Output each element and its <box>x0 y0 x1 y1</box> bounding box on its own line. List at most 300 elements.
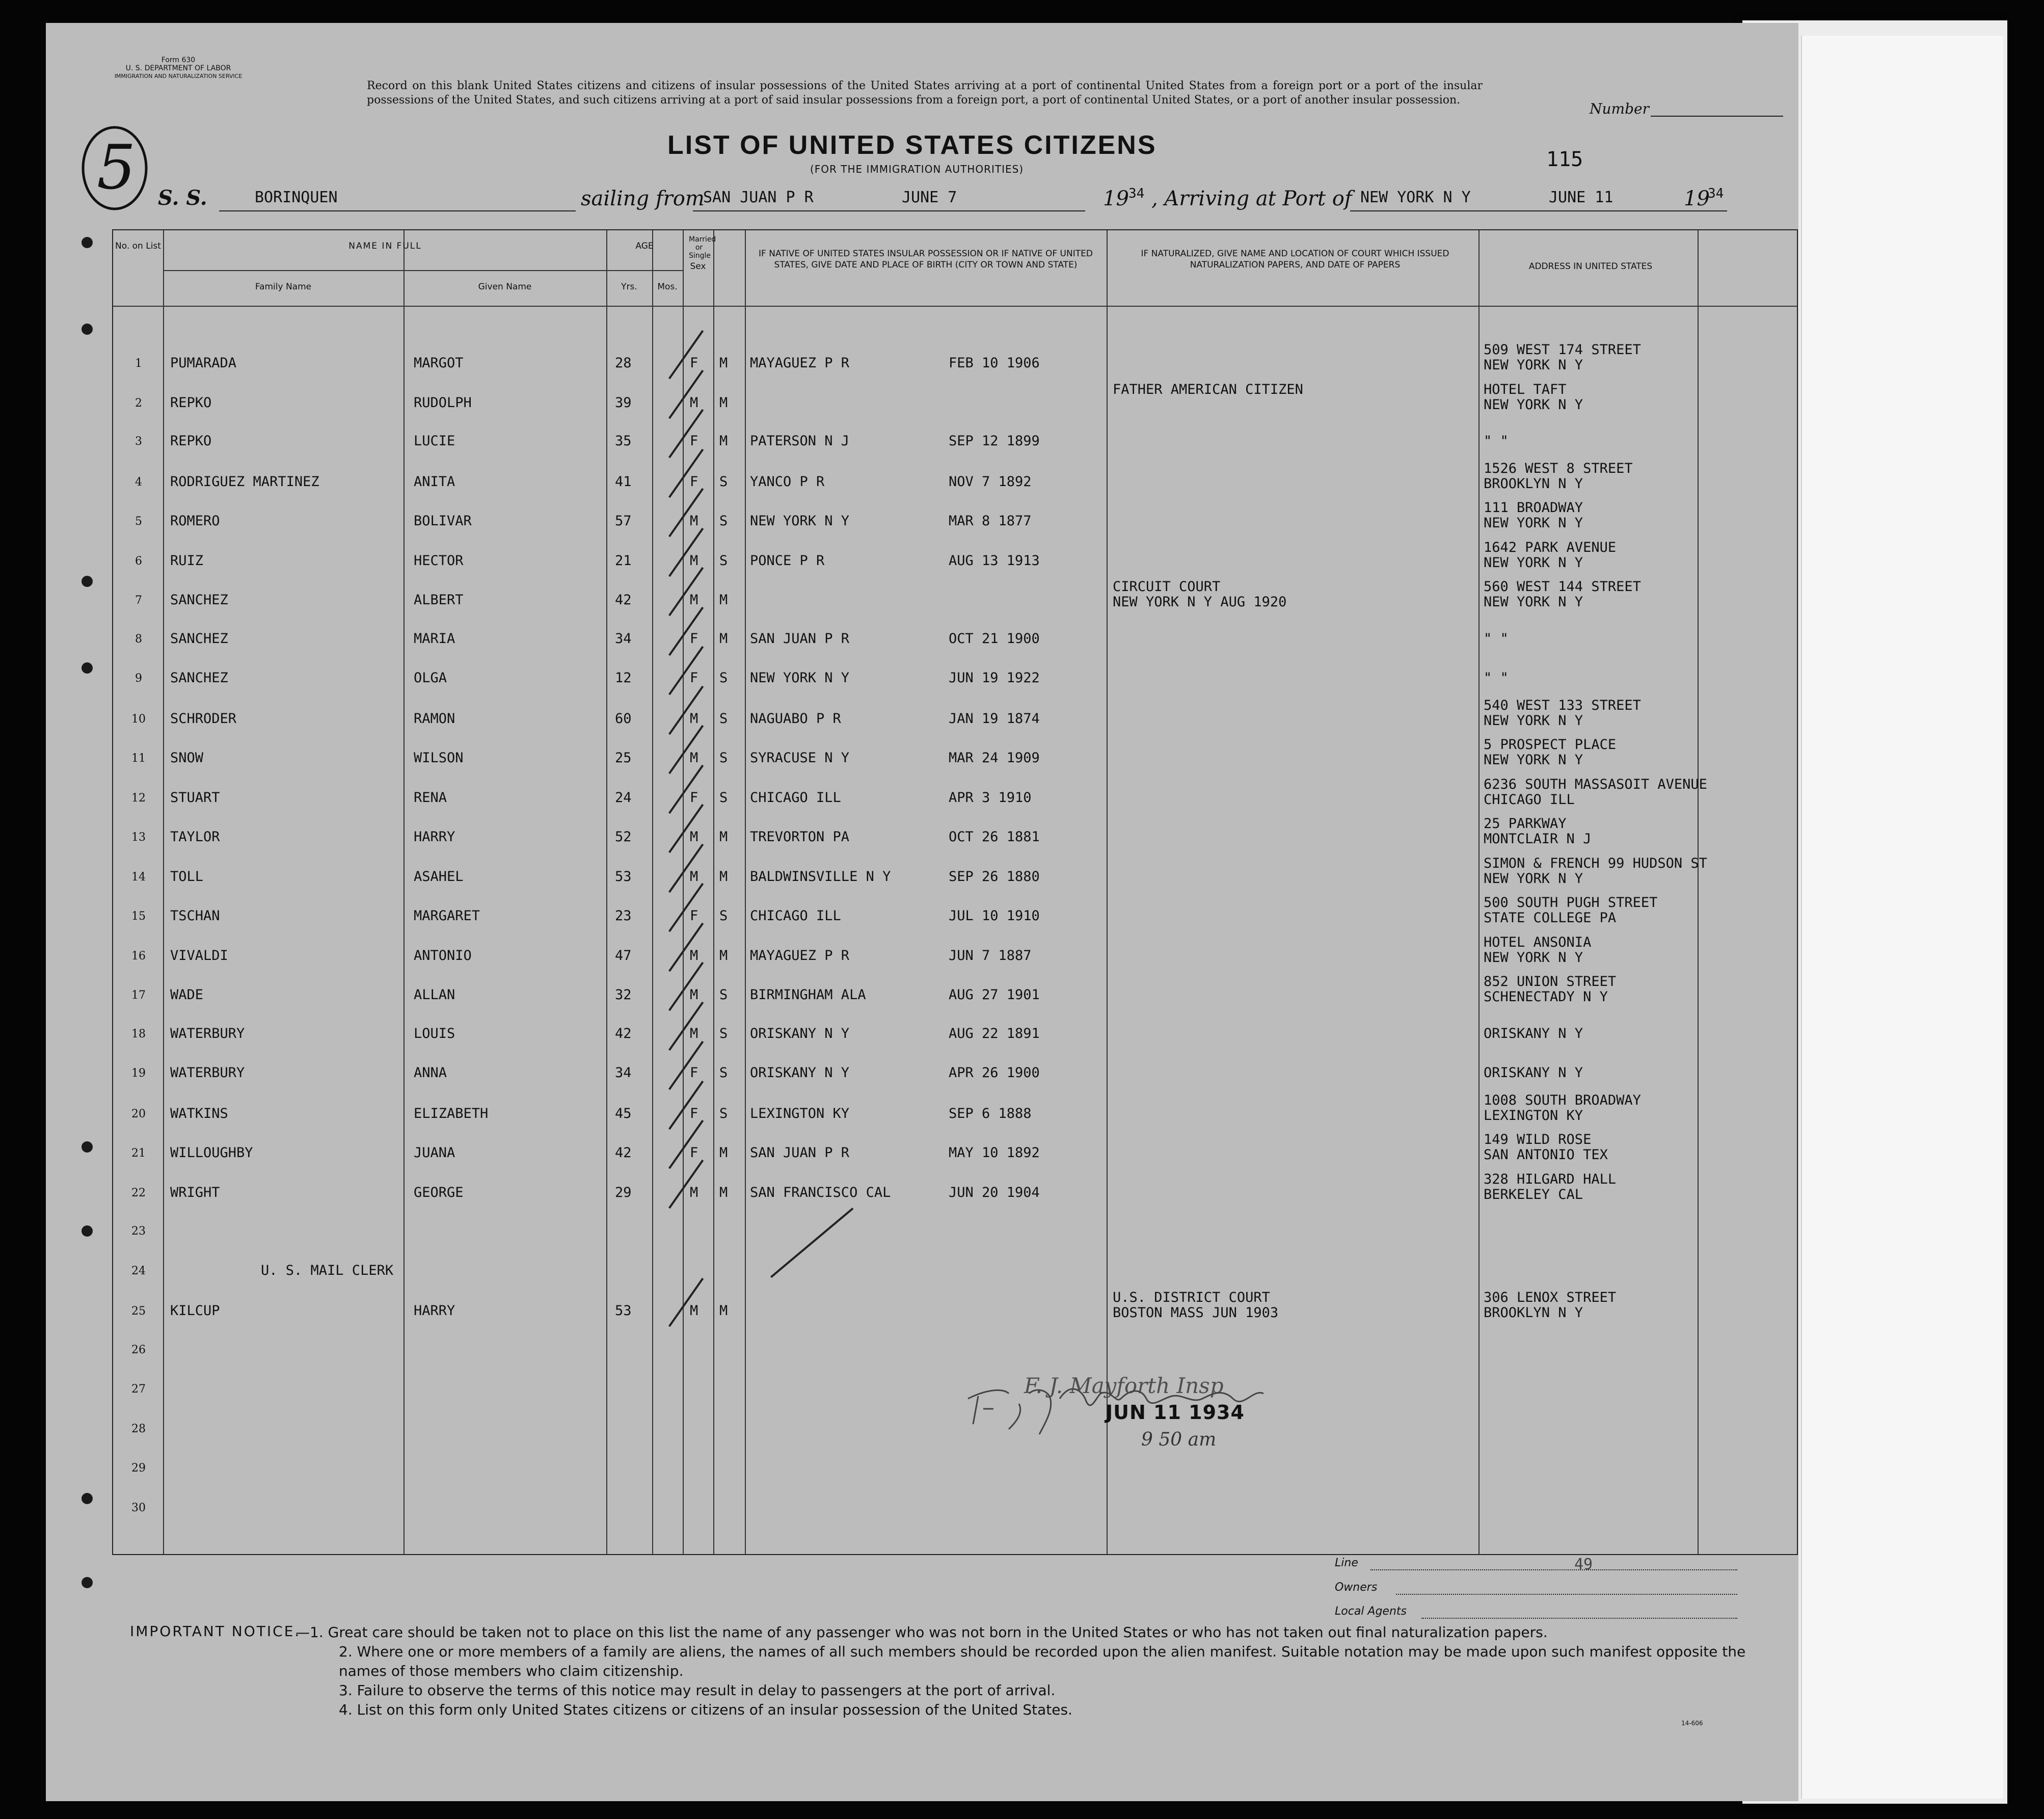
table-row <box>113 617 1797 656</box>
family-name: STUART <box>170 789 220 806</box>
address-line-2: LEXINGTON KY <box>1484 1107 1583 1124</box>
table-row <box>113 380 1797 419</box>
given-name: WILSON <box>414 750 464 766</box>
given-name: ANNA <box>414 1065 447 1081</box>
birth-place: PONCE P R <box>750 552 825 569</box>
address-line-1: SIMON & FRENCH 99 HUDSON ST <box>1484 855 1707 871</box>
sex: M <box>690 1025 698 1041</box>
marital-status: M <box>719 394 728 411</box>
owners-field <box>1396 1594 1737 1595</box>
binder-hole <box>82 324 93 335</box>
given-name: ASAHEL <box>414 868 464 885</box>
binder-hole <box>82 1493 93 1504</box>
address-line-2: SCHENECTADY N Y <box>1484 989 1608 1005</box>
birth-place: CHICAGO ILL <box>750 908 841 924</box>
marital-status: M <box>719 355 728 371</box>
local-agents-label: Local Agents <box>1335 1605 1407 1618</box>
form-number: Form 630 <box>161 56 196 64</box>
binder-hole <box>82 576 93 587</box>
naturalization-location-date: BOSTON MASS JUN 1903 <box>1113 1305 1279 1321</box>
address-line-2: NEW YORK N Y <box>1484 752 1583 768</box>
address-line-2: NEW YORK N Y <box>1484 949 1583 966</box>
address-line-2: NEW YORK N Y <box>1484 554 1583 571</box>
address-line-2: NEW YORK N Y <box>1484 515 1583 531</box>
address-line-2: NEW YORK N Y <box>1484 357 1583 373</box>
age-years: 42 <box>615 1025 632 1041</box>
important-notice-heading: IMPORTANT NOTICE. <box>130 1623 301 1640</box>
table-row <box>113 498 1797 538</box>
age-years: 12 <box>615 670 632 686</box>
sex: M <box>690 1184 698 1200</box>
binder-hole <box>82 1577 93 1588</box>
address-line-2: CHICAGO ILL <box>1484 791 1575 808</box>
table-row <box>113 1090 1797 1130</box>
service-name: IMMIGRATION AND NATURALIZATION SERVICE <box>114 73 243 79</box>
sex: M <box>690 710 698 727</box>
row-number: 14 <box>131 870 146 884</box>
sex: M <box>690 868 698 885</box>
row-number: 10 <box>131 712 146 726</box>
marital-status: S <box>719 1105 728 1121</box>
birth-date: FEB 10 1906 <box>949 355 1040 371</box>
birth-date: AUG 22 1891 <box>949 1025 1040 1041</box>
arrival-date: JUNE 11 <box>1549 189 1613 206</box>
birth-date: OCT 26 1881 <box>949 829 1040 845</box>
table-row <box>113 1367 1797 1406</box>
row-number: 12 <box>131 791 146 805</box>
address-line-1: 500 SOUTH PUGH STREET <box>1484 895 1658 911</box>
birth-date: JAN 19 1874 <box>949 710 1040 727</box>
from-line <box>693 210 1085 211</box>
marital-status: S <box>719 750 728 766</box>
line-label: Line <box>1335 1557 1358 1569</box>
number-label: Number <box>1590 100 1649 117</box>
family-name: WATERBURY <box>170 1065 245 1081</box>
birth-date: MAR 8 1877 <box>949 513 1032 529</box>
sailing-label: sailing from <box>581 187 705 210</box>
birth-place: BALDWINSVILLE N Y <box>750 868 891 885</box>
table-row <box>113 1406 1797 1446</box>
age-years: 34 <box>615 630 632 647</box>
family-name: ROMERO <box>170 513 220 529</box>
row-number: 7 <box>135 594 142 607</box>
sex: M <box>690 987 698 1003</box>
birth-date: JUN 19 1922 <box>949 670 1040 686</box>
age-years: 42 <box>615 592 632 608</box>
address-line-1: 149 WILD ROSE <box>1484 1132 1592 1147</box>
table-row <box>113 1288 1797 1327</box>
given-name: BOLIVAR <box>414 513 472 529</box>
marital-status: M <box>719 1303 728 1319</box>
manifest-page <box>46 23 1798 1801</box>
binder-hole <box>82 237 93 248</box>
table-row <box>113 735 1797 774</box>
binder-hole <box>82 1225 93 1237</box>
table-row <box>113 1011 1797 1051</box>
table-row <box>113 774 1797 814</box>
binder-hole <box>82 1141 93 1153</box>
family-name: WILLOUGHBY <box>170 1145 253 1161</box>
arriving-label: , Arriving at Port of <box>1151 187 1352 210</box>
ss-label: S. S. <box>158 186 207 210</box>
birth-place: YANCO P R <box>750 473 825 490</box>
age-years: 32 <box>615 987 632 1003</box>
address-line-1: 328 HILGARD HALL <box>1484 1171 1617 1187</box>
sex: M <box>690 750 698 766</box>
address-line-1: ORISKANY N Y <box>1484 1025 1583 1041</box>
birth-date: AUG 13 1913 <box>949 552 1040 569</box>
arrival-port: NEW YORK N Y <box>1360 189 1471 206</box>
sex: F <box>690 1065 698 1081</box>
birth-place: ORISKANY N Y <box>750 1025 850 1041</box>
header-naturalized: IF NATURALIZED, GIVE NAME AND LOCATION OF COURT WHICH ISSUED NATURALIZATION PAPERS, AND DATE OF PAPERS <box>1141 249 1449 270</box>
age-years: 25 <box>615 750 632 766</box>
given-name: ALLAN <box>414 987 455 1003</box>
row-number: 4 <box>135 475 142 489</box>
table-row <box>113 1327 1797 1367</box>
family-name: SNOW <box>170 750 204 766</box>
passenger-table <box>112 229 1798 1555</box>
given-name: MARGARET <box>414 908 480 924</box>
birth-place: ORISKANY N Y <box>750 1065 850 1081</box>
header-family-name: Family Name <box>255 282 312 292</box>
address-line-2: BERKELEY CAL <box>1484 1186 1583 1202</box>
family-name: TSCHAN <box>170 908 220 924</box>
row-number: 3 <box>135 435 142 448</box>
header-years: Yrs. <box>621 282 637 292</box>
address-line-1: " " <box>1484 433 1509 449</box>
age-years: 34 <box>615 1065 632 1081</box>
age-years: 39 <box>615 394 632 411</box>
given-name: ANTONIO <box>414 947 472 964</box>
age-years: 24 <box>615 789 632 806</box>
given-name: RUDOLPH <box>414 394 472 411</box>
marital-status: S <box>719 513 728 529</box>
form-code: 14-606 <box>1681 1720 1703 1727</box>
row-number: 16 <box>131 949 146 962</box>
sex: F <box>690 789 698 806</box>
header-months: Mos. <box>657 282 678 292</box>
page-number: 115 <box>1546 148 1583 171</box>
birth-date: MAR 24 1909 <box>949 750 1040 766</box>
row-number: 20 <box>131 1107 146 1120</box>
owners-label: Owners <box>1335 1581 1378 1594</box>
given-name: LOUIS <box>414 1025 455 1041</box>
birth-place: SAN JUAN P R <box>750 1145 850 1161</box>
family-name: VIVALDI <box>170 947 228 964</box>
header-birthplace: IF NATIVE OF UNITED STATES INSULAR POSSESSION OR IF NATIVE OF UNITED STATES, GIVE DATE AND PLACE OF BIRTH (CITY OR TOWN AND STATE) <box>759 249 1093 270</box>
address-line-2: NEW YORK N Y <box>1484 712 1583 729</box>
family-name: WATKINS <box>170 1105 228 1121</box>
birth-date: APR 3 1910 <box>949 789 1032 806</box>
marital-status: S <box>719 552 728 569</box>
birth-date: MAY 10 1892 <box>949 1145 1040 1161</box>
birth-place: PATERSON N J <box>750 433 850 449</box>
row-number: 21 <box>131 1147 146 1160</box>
age-years: 29 <box>615 1184 632 1200</box>
marital-status: S <box>719 1025 728 1041</box>
from-date: JUNE 7 <box>902 189 957 206</box>
row-number: 17 <box>131 989 146 1002</box>
given-name: JUANA <box>414 1145 455 1161</box>
address-line-1: 560 WEST 144 STREET <box>1484 579 1641 595</box>
row-number: 30 <box>131 1501 146 1514</box>
circled-number: 5 <box>97 132 136 203</box>
address-line-1: 6236 SOUTH MASSASOIT AVENUE <box>1484 776 1707 792</box>
address-line-1: 1642 PARK AVENUE <box>1484 539 1617 555</box>
given-name: ELIZABETH <box>414 1105 489 1121</box>
ship-name: BORINQUEN <box>255 189 338 206</box>
birth-place: TREVORTON PA <box>750 829 850 845</box>
table-row <box>113 853 1797 893</box>
sex: F <box>690 670 698 686</box>
birth-date: AUG 27 1901 <box>949 987 1040 1003</box>
birth-date: APR 26 1900 <box>949 1065 1040 1081</box>
age-subheader-line <box>606 270 683 271</box>
marital-status: M <box>719 433 728 449</box>
signature-text: F. J. Mayforth Insp <box>1024 1373 1224 1398</box>
given-name: LUCIE <box>414 433 455 449</box>
table-row <box>113 696 1797 735</box>
naturalization-location-date: NEW YORK N Y AUG 1920 <box>1113 594 1287 610</box>
birth-date: JUN 20 1904 <box>949 1184 1040 1200</box>
sex: F <box>690 433 698 449</box>
family-name: PUMARADA <box>170 355 237 371</box>
row-number: 6 <box>135 554 142 568</box>
address-line-1: 111 BROADWAY <box>1484 500 1583 516</box>
notice-list <box>295 1623 1773 1720</box>
table-row <box>113 932 1797 972</box>
marital-status: M <box>719 1145 728 1161</box>
marital-status: M <box>719 1184 728 1200</box>
header-sex: Sex <box>690 261 706 272</box>
form-identification <box>102 56 255 81</box>
family-name: RUIZ <box>170 552 204 569</box>
row-number: 22 <box>131 1186 146 1199</box>
marital-status: S <box>719 789 728 806</box>
table-row <box>113 1169 1797 1209</box>
marital-status: M <box>719 829 728 845</box>
table-row <box>113 340 1797 380</box>
age-years: 23 <box>615 908 632 924</box>
row-number: 28 <box>131 1422 146 1435</box>
address-line-1: 25 PARKWAY <box>1484 816 1567 832</box>
arrival-time-note: 9 50 am <box>1141 1429 1217 1450</box>
given-name: HARRY <box>414 1303 455 1319</box>
sex: F <box>690 908 698 924</box>
birth-date: SEP 6 1888 <box>949 1105 1032 1121</box>
marital-status: M <box>719 592 728 608</box>
age-years: 53 <box>615 1303 632 1319</box>
birth-date: JUL 10 1910 <box>949 908 1040 924</box>
given-name: RENA <box>414 789 447 806</box>
table-row <box>113 577 1797 617</box>
address-line-1: 540 WEST 133 STREET <box>1484 697 1641 713</box>
birth-date: NOV 7 1892 <box>949 473 1032 490</box>
local-agents-field <box>1421 1618 1737 1619</box>
table-row <box>113 1051 1797 1090</box>
family-name: SCHRODER <box>170 710 237 727</box>
address-line-1: " " <box>1484 630 1509 647</box>
table-row <box>113 1130 1797 1169</box>
marital-status: S <box>719 987 728 1003</box>
age-years: 53 <box>615 868 632 885</box>
table-row <box>113 1209 1797 1248</box>
birth-date: OCT 21 1900 <box>949 630 1040 647</box>
naturalization-court: CIRCUIT COURT <box>1113 579 1221 595</box>
address-line-1: HOTEL ANSONIA <box>1484 934 1592 950</box>
family-name: RODRIGUEZ MARTINEZ <box>170 473 319 490</box>
marital-status: S <box>719 670 728 686</box>
family-name: TOLL <box>170 868 204 885</box>
to-year-prefix: 19 <box>1684 187 1710 210</box>
address-line-1: " " <box>1484 670 1509 686</box>
form-preamble: Record on this blank United States citizens and citizens of insular possessions of the United States arriving at a port of continental United States from a foreign port or a port of the insular possessions of the United States, and such citizens arriving at a port of said insular possessions from a foreign port, a port of continental United States, or a port of another insular possession. <box>367 79 1483 106</box>
row-number: 1 <box>135 357 142 370</box>
family-name: KILCUP <box>170 1303 220 1319</box>
row-number: 15 <box>131 910 146 923</box>
from-year: 34 <box>1128 186 1145 201</box>
given-name: MARGOT <box>414 355 464 371</box>
address-line-1: 306 LENOX STREET <box>1484 1290 1617 1305</box>
notice-item: 4. List on this form only United States citizens or citizens of an insular possession of the United States. <box>339 1701 1072 1718</box>
ship-line <box>219 210 576 211</box>
marital-status: S <box>719 710 728 727</box>
marital-status: M <box>719 947 728 964</box>
name-subheader-line <box>163 270 607 271</box>
underlying-page-edge <box>1801 36 2003 1799</box>
birth-place: NAGUABO P R <box>750 710 841 727</box>
family-name: SANCHEZ <box>170 592 228 608</box>
row-number: 5 <box>135 515 142 528</box>
given-name: MARIA <box>414 630 455 647</box>
address-line-1: 852 UNION STREET <box>1484 974 1617 989</box>
birth-place: SAN JUAN P R <box>750 630 850 647</box>
birth-place: BIRMINGHAM ALA <box>750 987 866 1003</box>
arrival-date-stamp: JUN 11 1934 <box>1106 1401 1245 1424</box>
row-number: 8 <box>135 632 142 646</box>
family-name: WRIGHT <box>170 1184 220 1200</box>
page-title: LIST OF UNITED STATES CITIZENS <box>667 130 1157 160</box>
sex: M <box>690 513 698 529</box>
arrival-year: 34 <box>1708 186 1724 201</box>
family-name: WATERBURY <box>170 1025 245 1041</box>
address-line-2: NEW YORK N Y <box>1484 396 1583 413</box>
address-line-1: ORISKANY N Y <box>1484 1065 1583 1081</box>
table-row <box>113 893 1797 932</box>
given-name: ALBERT <box>414 592 464 608</box>
table-row <box>113 459 1797 498</box>
arrival-line <box>1350 210 1727 211</box>
sex: M <box>690 947 698 964</box>
naturalization-court: FATHER AMERICAN CITIZEN <box>1113 381 1303 397</box>
row-number: 2 <box>135 396 142 410</box>
notice-item: —1. Great care should be taken not to place on this list the name of any passenger who was not born in the United States or who has not taken out final naturalization papers. <box>295 1624 1548 1641</box>
birth-date: SEP 12 1899 <box>949 433 1040 449</box>
birth-place: NEW YORK N Y <box>750 513 850 529</box>
row-number: 29 <box>131 1462 146 1475</box>
family-name: TAYLOR <box>170 829 220 845</box>
age-years: 57 <box>615 513 632 529</box>
age-years: 41 <box>615 473 632 490</box>
sex: F <box>690 355 698 371</box>
sex: M <box>690 394 698 411</box>
address-line-2: MONTCLAIR N J <box>1484 831 1592 847</box>
row-number: 11 <box>131 752 146 765</box>
sex: M <box>690 829 698 845</box>
number-line <box>1651 116 1783 117</box>
age-years: 45 <box>615 1105 632 1121</box>
address-line-2: BROOKLYN N Y <box>1484 475 1583 492</box>
given-name: OLGA <box>414 670 447 686</box>
from-year-prefix: 19 <box>1103 187 1129 210</box>
family-name: SANCHEZ <box>170 670 228 686</box>
row-number: 18 <box>131 1027 146 1040</box>
birth-place: NEW YORK N Y <box>750 670 850 686</box>
age-years: 21 <box>615 552 632 569</box>
birth-date: SEP 26 1880 <box>949 868 1040 885</box>
notice-item: 2. Where one or more members of a family are aliens, the names of all such members should be recorded upon the alien manifest. Suitable notation may be made upon such manifest opposite the names of those members who claim citizenship. <box>339 1643 1746 1679</box>
birth-place: MAYAGUEZ P R <box>750 355 850 371</box>
birth-place: SYRACUSE N Y <box>750 750 850 766</box>
given-name: GEORGE <box>414 1184 464 1200</box>
address-line-2: NEW YORK N Y <box>1484 594 1583 610</box>
header-address: ADDRESS IN UNITED STATES <box>1528 261 1653 272</box>
address-line-2: SAN ANTONIO TEX <box>1484 1147 1608 1163</box>
address-line-1: 1008 SOUTH BROADWAY <box>1484 1092 1641 1108</box>
address-line-1: 5 PROSPECT PLACE <box>1484 737 1617 753</box>
age-years: 42 <box>615 1145 632 1161</box>
sex: M <box>690 1303 698 1319</box>
header-married-single: Married or Single <box>689 235 716 260</box>
table-row <box>113 972 1797 1011</box>
table-row <box>113 1446 1797 1485</box>
family-name: SANCHEZ <box>170 630 228 647</box>
table-row <box>113 656 1797 696</box>
row-number: 9 <box>135 672 142 685</box>
family-name: WADE <box>170 987 204 1003</box>
age-years: 35 <box>615 433 632 449</box>
row-number: 13 <box>131 831 146 844</box>
address-line-1: HOTEL TAFT <box>1484 381 1567 397</box>
family-name: REPKO <box>170 394 212 411</box>
row-number: 24 <box>131 1264 146 1277</box>
binder-hole <box>82 662 93 674</box>
sex: M <box>690 592 698 608</box>
from-port: SAN JUAN P R <box>703 189 814 206</box>
table-row <box>113 419 1797 459</box>
header-name-in-full: NAME IN FULL <box>348 241 422 251</box>
naturalization-court: U.S. DISTRICT COURT <box>1113 1290 1270 1305</box>
address-line-2: BROOKLYN N Y <box>1484 1305 1583 1321</box>
sex: F <box>690 1145 698 1161</box>
birth-place: SAN FRANCISCO CAL <box>750 1184 891 1200</box>
sex: F <box>690 1105 698 1121</box>
check-mark <box>668 330 704 379</box>
notice-item: 3. Failure to observe the terms of this notice may result in delay to passengers at the port of arrival. <box>339 1682 1056 1699</box>
sex: F <box>690 473 698 490</box>
marital-status: M <box>719 630 728 647</box>
birth-date: JUN 7 1887 <box>949 947 1032 964</box>
given-name: ANITA <box>414 473 455 490</box>
table-row <box>113 1248 1797 1288</box>
age-years: 60 <box>615 710 632 727</box>
row-number: 23 <box>131 1225 146 1238</box>
row-number: 27 <box>131 1383 146 1396</box>
row-number: 26 <box>131 1343 146 1356</box>
birth-place: CHICAGO ILL <box>750 789 841 806</box>
table-row <box>113 814 1797 853</box>
